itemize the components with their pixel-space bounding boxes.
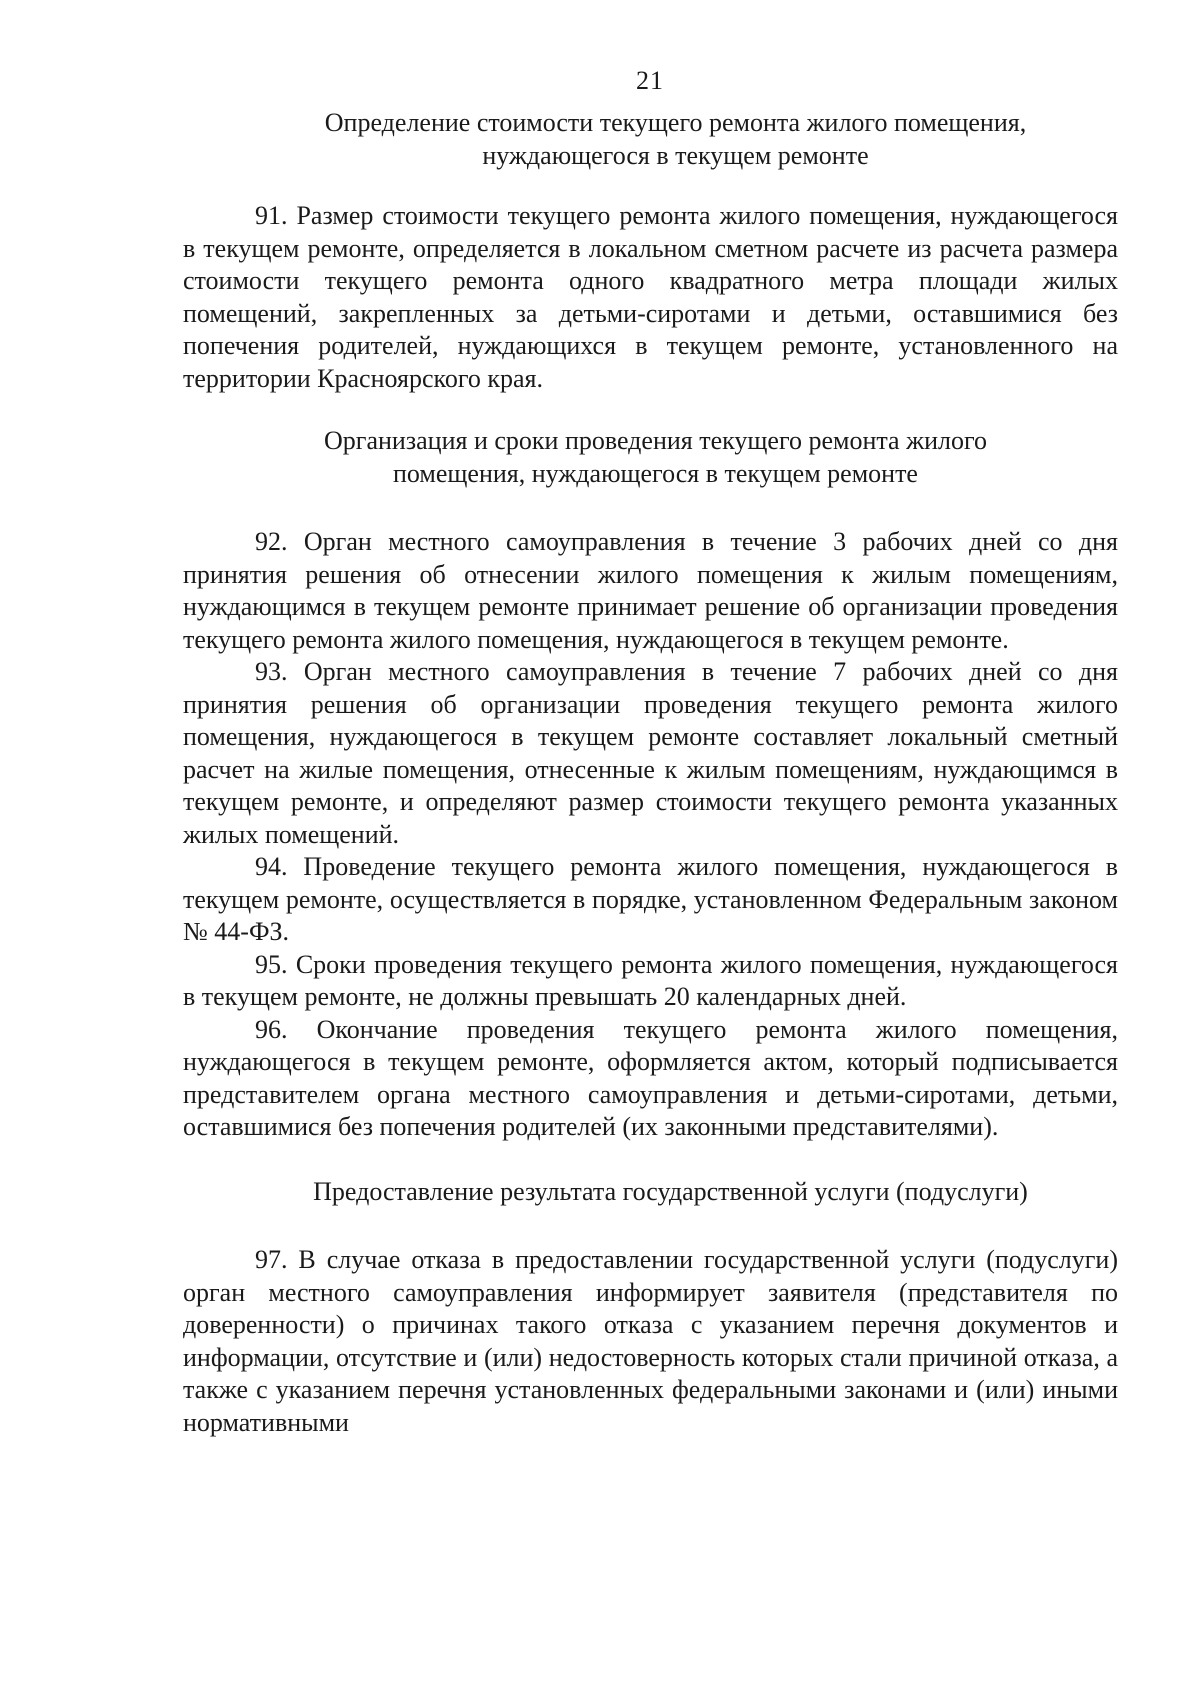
section-heading-result: Предоставление результата государственной услуги (подуслуги): [313, 1176, 1028, 1206]
paragraph-92: 92. Орган местного самоуправления в течение 3 рабочих дней со дня принятия решения об отнесении жилого помещения к жилым помещениям, нуждающимся в текущем ремонте принимает решение об организации проведения текущего ремонта жилого помещения, нуждающегося в текущем ремонте.: [183, 527, 1118, 654]
section-heading-cost: Определение стоимости текущего ремонта жилого помещения, нуждающегося в текущем ремонте: [324, 108, 1027, 170]
paragraph-96: 96. Окончание проведения текущего ремонта жилого помещения, нуждающегося в текущем ремонте, оформляется актом, который подписывается представителем органа местного самоуправления и детьми-сиротами, детьми, оставшимися без попечения родителей (их законными представителями).: [183, 1014, 1118, 1141]
page-number: 21: [636, 66, 664, 95]
paragraph-93: 93. Орган местного самоуправления в течение 7 рабочих дней со дня принятия решения об организации проведения текущего ремонта жилого помещения, нуждающегося в текущем ремонте составляет локальный сметный расчет на жилые помещения, отнесенные к жилым помещениям, нуждающимся в текущем ремонте, и определяют размер стоимости текущего ремонта указанных жилых помещений.: [183, 657, 1118, 849]
paragraph-94: 94. Проведение текущего ремонта жилого помещения, нуждающегося в текущем ремонте, осуществляется в порядке, установленном Федеральным законом № 44-ФЗ.: [183, 852, 1118, 946]
paragraph-97: 97. В случае отказа в предоставлении государственной услуги (подуслуги) орган местного самоуправления информирует заявителя (представителя по доверенности) о причинах такого отказа с указанием перечня документов и информации, отсутствие и (или) недостоверность которых стали причиной отказа, а также с указанием перечня установленных федеральными законами и (или) иными нормативными: [183, 1245, 1118, 1437]
paragraph-95: 95. Сроки проведения текущего ремонта жилого помещения, нуждающегося в текущем ремонте, не должны превышать 20 календарных дней.: [183, 949, 1118, 1011]
document-body: [183, 107, 1118, 1439]
section-heading-organization: Организация и сроки проведения текущего ремонта жилого помещения, нуждающегося в текущем ремонте: [324, 426, 987, 488]
paragraph-91: 91. Размер стоимости текущего ремонта жилого помещения, нуждающегося в текущем ремонте, определяется в локальном сметном расчете из расчета размера стоимости текущего ремонта одного квадратного метра площади жилых помещений, закрепленных за детьми-сиротами и детьми, оставшимися без попечения родителей, нуждающихся в текущем ремонте, установленного на территории Красноярского края.: [183, 201, 1118, 393]
